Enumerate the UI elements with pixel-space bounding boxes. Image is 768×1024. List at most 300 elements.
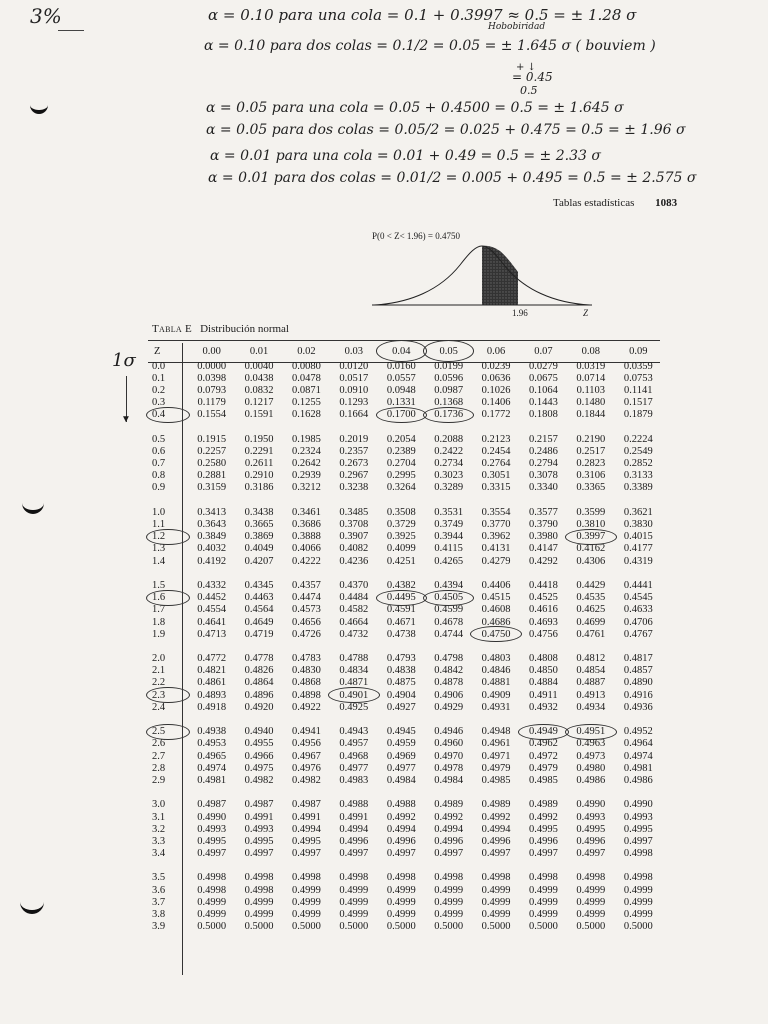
- probability-cell: 0.2088: [434, 433, 464, 445]
- probability-cell: 0.4744: [434, 628, 464, 640]
- probability-cell: 0.1591: [244, 409, 274, 421]
- table-row: [148, 433, 662, 445]
- probability-cell: 0.1664: [339, 409, 369, 421]
- table-row: [148, 835, 662, 847]
- table-row: [148, 689, 662, 701]
- probability-cell: 0.4406: [481, 579, 511, 591]
- probability-cell: 0.4959: [386, 738, 416, 750]
- probability-cell: 0.4207: [244, 555, 274, 567]
- probability-cell: 0.0753: [623, 372, 653, 384]
- probability-cell: 0.4838: [386, 665, 416, 677]
- probability-cell: 0.1808: [528, 409, 558, 421]
- probability-cell: 0.4515: [481, 592, 511, 604]
- probability-cell: 0.4982: [244, 774, 274, 786]
- column-header: 0.03: [344, 345, 364, 357]
- probability-cell: 0.4418: [528, 579, 558, 591]
- probability-cell: 0.3962: [481, 531, 511, 543]
- probability-cell: 0.4834: [339, 665, 369, 677]
- probability-cell: 0.4236: [339, 555, 369, 567]
- probability-cell: 0.4987: [197, 799, 227, 811]
- probability-cell: 0.4960: [434, 738, 464, 750]
- handwritten-subnote: Hobobiridad: [488, 22, 546, 32]
- section-title: Tablas estadísticas: [553, 197, 635, 209]
- z-value-cell: 1.1: [152, 519, 166, 531]
- probability-cell: 0.4932: [528, 701, 558, 713]
- probability-cell: 0.0120: [339, 360, 369, 372]
- handwritten-line: = 0.45: [512, 70, 553, 84]
- probability-cell: 0.4978: [434, 762, 464, 774]
- probability-cell: 0.3461: [292, 506, 321, 518]
- probability-cell: 0.4994: [434, 823, 464, 835]
- probability-cell: 0.0948: [386, 384, 416, 396]
- probability-cell: 0.4909: [481, 689, 511, 701]
- table-row: [148, 884, 662, 896]
- probability-cell: 0.4904: [386, 689, 416, 701]
- probability-cell: 0.4993: [244, 823, 274, 835]
- probability-cell: 0.4713: [197, 628, 227, 640]
- probability-cell: 0.3577: [528, 506, 558, 518]
- probability-cell: 0.3340: [528, 482, 558, 494]
- probability-cell: 0.4999: [623, 896, 653, 908]
- probability-cell: 0.4750: [481, 628, 511, 640]
- hand-circle-mark: [146, 724, 190, 740]
- table-row: [148, 921, 662, 933]
- z-value-cell: 2.0: [152, 653, 166, 665]
- hand-circle-mark: [518, 724, 569, 740]
- probability-cell: 0.4573: [292, 604, 321, 616]
- handwritten-line: α = 0.01 para una cola = 0.01 + 0.49 = 0.5 = ± 2.33 σ: [210, 148, 601, 164]
- probability-cell: 0.4996: [481, 835, 511, 847]
- probability-cell: 0.4990: [623, 799, 653, 811]
- probability-cell: 0.4162: [576, 543, 606, 555]
- probability-cell: 0.4441: [623, 579, 653, 591]
- probability-cell: 0.0279: [528, 360, 558, 372]
- probability-cell: 0.1217: [244, 397, 274, 409]
- hand-circle-mark: [423, 340, 474, 362]
- probability-cell: 0.0910: [339, 384, 369, 396]
- row-group-spacer: [148, 860, 662, 872]
- probability-cell: 0.3485: [339, 506, 369, 518]
- table-row: [148, 750, 662, 762]
- probability-cell: 0.4988: [339, 799, 369, 811]
- probability-cell: 0.4946: [434, 726, 464, 738]
- handwritten-line: α = 0.10 para una cola = 0.1 + 0.3997 ≈ 0.5 = ± 1.28 σ: [208, 6, 637, 24]
- probability-cell: 0.3315: [481, 482, 511, 494]
- probability-cell: 0.4664: [339, 616, 369, 628]
- probability-cell: 0.4962: [528, 738, 558, 750]
- punch-hole-mark: [20, 898, 44, 914]
- probability-cell: 0.4998: [434, 872, 464, 884]
- probability-cell: 0.4997: [197, 848, 227, 860]
- probability-cell: 0.2580: [197, 458, 227, 470]
- probability-cell: 0.4896: [244, 689, 274, 701]
- z-value-cell: 0.6: [152, 445, 166, 457]
- probability-cell: 0.1950: [244, 433, 274, 445]
- handwritten-line: α = 0.10 para dos colas = 0.1/2 = 0.05 = ± 1.645 σ ( bouviem ): [204, 38, 656, 54]
- probability-cell: 0.4463: [244, 592, 274, 604]
- probability-cell: 0.2794: [528, 458, 558, 470]
- probability-cell: 0.3944: [434, 531, 464, 543]
- z-value-cell: 1.0: [152, 506, 166, 518]
- table-row: [148, 896, 662, 908]
- probability-cell: 0.3708: [339, 519, 369, 531]
- probability-cell: 0.4976: [292, 762, 321, 774]
- probability-cell: 0.3770: [481, 519, 511, 531]
- probability-cell: 0.3599: [576, 506, 606, 518]
- probability-cell: 0.4706: [623, 616, 653, 628]
- probability-cell: 0.4996: [339, 835, 369, 847]
- probability-cell: 0.4649: [244, 616, 274, 628]
- probability-cell: 0.4999: [292, 896, 321, 908]
- row-group-spacer: [148, 787, 662, 799]
- probability-cell: 0.4868: [292, 677, 321, 689]
- probability-cell: 0.4999: [481, 896, 511, 908]
- probability-cell: 0.4898: [292, 689, 321, 701]
- probability-cell: 0.3830: [623, 519, 653, 531]
- probability-cell: 0.3438: [244, 506, 274, 518]
- curve-axis-label: Z: [583, 308, 589, 318]
- table-row: [148, 908, 662, 920]
- probability-cell: 0.4671: [386, 616, 416, 628]
- probability-cell: 0.0714: [576, 372, 606, 384]
- probability-cell: 0.4082: [339, 543, 369, 555]
- probability-cell: 0.3925: [386, 531, 416, 543]
- probability-cell: 0.3980: [528, 531, 558, 543]
- probability-cell: 0.1736: [434, 409, 464, 421]
- probability-cell: 0.4854: [576, 665, 606, 677]
- table-title-prefix: Tabla E: [152, 323, 193, 335]
- z-value-cell: 0.1: [152, 372, 166, 384]
- probability-cell: 0.0199: [434, 360, 464, 372]
- probability-cell: 0.5000: [481, 921, 511, 933]
- probability-cell: 0.4990: [576, 799, 606, 811]
- probability-cell: 0.4875: [386, 677, 416, 689]
- probability-cell: 0.4996: [576, 835, 606, 847]
- probability-cell: 0.1026: [481, 384, 511, 396]
- table-row: [148, 445, 662, 457]
- probability-cell: 0.2291: [244, 445, 274, 457]
- probability-cell: 0.1554: [197, 409, 227, 421]
- probability-cell: 0.3888: [292, 531, 321, 543]
- probability-cell: 0.4793: [386, 653, 416, 665]
- shaded-area: [482, 246, 518, 305]
- probability-cell: 0.4484: [339, 592, 369, 604]
- probability-cell: 0.4999: [197, 909, 227, 921]
- probability-cell: 0.3508: [386, 506, 416, 518]
- probability-cell: 0.3686: [292, 519, 321, 531]
- probability-cell: 0.1443: [528, 397, 558, 409]
- probability-cell: 0.4999: [197, 896, 227, 908]
- probability-cell: 0.4306: [576, 555, 606, 567]
- handwritten-line: 0.5: [520, 84, 538, 97]
- probability-cell: 0.4994: [481, 823, 511, 835]
- probability-cell: 0.4591: [386, 604, 416, 616]
- probability-cell: 0.4599: [434, 604, 464, 616]
- probability-cell: 0.4998: [528, 872, 558, 884]
- z-value-cell: 1.2: [152, 531, 166, 543]
- probability-cell: 0.4564: [244, 604, 274, 616]
- probability-cell: 0.0438: [244, 372, 274, 384]
- probability-cell: 0.4945: [386, 726, 416, 738]
- probability-cell: 0.4981: [197, 774, 227, 786]
- probability-cell: 0.4066: [292, 543, 321, 555]
- probability-cell: 0.4993: [623, 811, 653, 823]
- probability-cell: 0.4857: [623, 665, 653, 677]
- probability-cell: 0.4999: [386, 884, 416, 896]
- z-value-cell: 0.0: [152, 360, 166, 372]
- probability-cell: 0.4881: [481, 677, 511, 689]
- z-value-cell: 2.4: [152, 701, 166, 713]
- probability-cell: 0.2224: [623, 433, 653, 445]
- probability-cell: 0.4963: [576, 738, 606, 750]
- z-value-cell: 3.7: [152, 896, 166, 908]
- hand-circle-mark: [146, 590, 190, 606]
- probability-cell: 0.1480: [576, 397, 606, 409]
- z-value-cell: 3.6: [152, 884, 166, 896]
- curve-z-value: 1.96: [512, 308, 528, 318]
- hand-circle-mark: [423, 590, 474, 606]
- probability-cell: 0.4999: [339, 884, 369, 896]
- normal-distribution-table: [148, 342, 662, 933]
- probability-cell: 0.1517: [623, 397, 653, 409]
- probability-cell: 0.4995: [576, 823, 606, 835]
- probability-cell: 0.4778: [244, 653, 274, 665]
- probability-cell: 0.4955: [244, 738, 274, 750]
- probability-cell: 0.4738: [386, 628, 416, 640]
- table-row: [148, 811, 662, 823]
- probability-cell: 0.4992: [434, 811, 464, 823]
- probability-cell: 0.3133: [623, 470, 653, 482]
- probability-cell: 0.4015: [623, 531, 653, 543]
- probability-cell: 0.1915: [197, 433, 227, 445]
- probability-cell: 0.4999: [481, 884, 511, 896]
- probability-cell: 0.4920: [244, 701, 274, 713]
- probability-cell: 0.4998: [386, 872, 416, 884]
- table-row: [148, 848, 662, 860]
- table-row: [148, 372, 662, 384]
- probability-cell: 0.1700: [386, 409, 416, 421]
- z-value-cell: 2.3: [152, 689, 166, 701]
- probability-cell: 0.5000: [386, 921, 416, 933]
- probability-cell: 0.4979: [528, 762, 558, 774]
- probability-cell: 0.4977: [339, 762, 369, 774]
- probability-cell: 0.4032: [197, 543, 227, 555]
- probability-cell: 0.4989: [481, 799, 511, 811]
- probability-cell: 0.4994: [292, 823, 321, 835]
- probability-cell: 0.4656: [292, 616, 321, 628]
- probability-cell: 0.0359: [623, 360, 653, 372]
- probability-cell: 0.4911: [529, 689, 558, 701]
- probability-cell: 0.4846: [481, 665, 511, 677]
- probability-cell: 0.4995: [292, 835, 321, 847]
- probability-cell: 0.3389: [623, 482, 653, 494]
- probability-cell: 0.4999: [386, 909, 416, 921]
- probability-cell: 0.4998: [623, 872, 653, 884]
- probability-cell: 0.4999: [481, 909, 511, 921]
- probability-cell: 0.4998: [339, 872, 369, 884]
- probability-cell: 0.4049: [244, 543, 274, 555]
- probability-cell: 0.4370: [339, 579, 369, 591]
- probability-cell: 0.0596: [434, 372, 464, 384]
- hand-circle-mark: [565, 724, 616, 740]
- probability-cell: 0.2881: [197, 470, 227, 482]
- table-row: [148, 628, 662, 640]
- probability-cell: 0.4936: [623, 701, 653, 713]
- column-header: 0.04: [392, 345, 411, 357]
- z-value-cell: 2.5: [152, 726, 166, 738]
- z-value-cell: 2.7: [152, 750, 166, 762]
- probability-cell: 0.4861: [197, 677, 227, 689]
- probability-cell: 0.2734: [434, 458, 464, 470]
- probability-cell: 0.2673: [339, 458, 369, 470]
- column-header: 0.02: [297, 345, 316, 357]
- probability-cell: 0.4357: [292, 579, 321, 591]
- probability-cell: 0.4971: [481, 750, 511, 762]
- probability-cell: 0.4972: [528, 750, 558, 762]
- probability-cell: 0.2910: [244, 470, 274, 482]
- z-value-cell: 0.4: [152, 409, 166, 421]
- probability-cell: 0.3238: [339, 482, 369, 494]
- table-row: [148, 762, 662, 774]
- probability-cell: 0.4871: [339, 677, 369, 689]
- probability-cell: 0.0987: [434, 384, 464, 396]
- probability-cell: 0.4641: [197, 616, 227, 628]
- probability-cell: 0.4345: [244, 579, 274, 591]
- probability-cell: 0.4997: [386, 848, 416, 860]
- probability-cell: 0.4699: [576, 616, 606, 628]
- table-row: [148, 774, 662, 786]
- probability-cell: 0.4991: [292, 811, 321, 823]
- column-header: 0.07: [534, 345, 553, 357]
- probability-cell: 0.4984: [434, 774, 464, 786]
- punch-hole-mark: [22, 498, 44, 514]
- probability-cell: 0.5000: [292, 921, 321, 933]
- probability-cell: 0.4974: [623, 750, 653, 762]
- probability-cell: 0.4783: [292, 653, 321, 665]
- probability-cell: 0.4969: [386, 750, 416, 762]
- probability-cell: 0.2454: [481, 445, 511, 457]
- probability-cell: 0.3665: [244, 519, 274, 531]
- probability-cell: 0.2704: [386, 458, 416, 470]
- probability-cell: 0.3159: [197, 482, 227, 494]
- probability-cell: 0.4099: [386, 543, 416, 555]
- probability-cell: 0.4582: [339, 604, 369, 616]
- probability-cell: 0.1406: [481, 397, 511, 409]
- probability-cell: 0.4973: [576, 750, 606, 762]
- probability-cell: 0.4986: [623, 774, 653, 786]
- table-row: [148, 555, 662, 567]
- probability-cell: 0.0160: [386, 360, 416, 372]
- probability-cell: 0.0636: [481, 372, 511, 384]
- hand-circle-mark: [376, 407, 427, 423]
- probability-cell: 0.4997: [244, 848, 274, 860]
- probability-cell: 0.4941: [292, 726, 321, 738]
- probability-cell: 0.4948: [481, 726, 511, 738]
- z-value-cell: 1.8: [152, 616, 166, 628]
- probability-cell: 0.4916: [623, 689, 653, 701]
- probability-cell: 0.4686: [481, 616, 511, 628]
- probability-cell: 0.0557: [386, 372, 416, 384]
- probability-cell: 0.4999: [244, 896, 274, 908]
- probability-cell: 0.4693: [528, 616, 558, 628]
- table-row: [148, 506, 662, 518]
- probability-cell: 0.4952: [623, 726, 653, 738]
- probability-cell: 0.0517: [339, 372, 369, 384]
- probability-cell: 0.4850: [528, 665, 558, 677]
- probability-cell: 0.2611: [244, 458, 274, 470]
- probability-cell: 0.4993: [576, 811, 606, 823]
- probability-cell: 0.3869: [244, 531, 274, 543]
- probability-cell: 0.4726: [292, 628, 321, 640]
- probability-cell: 0.4985: [528, 774, 558, 786]
- handwritten-line: α = 0.01 para dos colas = 0.01/2 = 0.005 + 0.495 = 0.5 = ± 2.575 σ: [208, 170, 697, 186]
- probability-cell: 0.4999: [528, 896, 558, 908]
- probability-cell: 0.2517: [576, 445, 606, 457]
- probability-cell: 0.2764: [481, 458, 511, 470]
- probability-cell: 0.4988: [386, 799, 416, 811]
- probability-cell: 0.4808: [528, 653, 558, 665]
- probability-cell: 0.4992: [481, 811, 511, 823]
- z-value-cell: 2.8: [152, 762, 166, 774]
- table-title-text: Distribución normal: [200, 323, 289, 335]
- handwritten-line: + ↓: [516, 62, 536, 73]
- probability-cell: 0.1179: [197, 397, 226, 409]
- probability-cell: 0.4977: [386, 762, 416, 774]
- probability-cell: 0.2642: [292, 458, 321, 470]
- row-group-spacer: [148, 567, 662, 579]
- probability-cell: 0.1141: [624, 384, 653, 396]
- probability-cell: 0.4999: [623, 909, 653, 921]
- probability-cell: 0.4131: [481, 543, 511, 555]
- probability-cell: 0.3849: [197, 531, 227, 543]
- probability-cell: 0.5000: [623, 921, 653, 933]
- probability-cell: 0.4999: [576, 884, 606, 896]
- probability-cell: 0.4625: [576, 604, 606, 616]
- probability-cell: 0.1368: [434, 397, 464, 409]
- probability-cell: 0.0793: [197, 384, 227, 396]
- probability-cell: 0.4987: [292, 799, 321, 811]
- handwritten-line: α = 0.05 para dos colas = 0.05/2 = 0.025 + 0.475 = 0.5 = ± 1.96 σ: [206, 122, 686, 138]
- probability-cell: 0.4970: [434, 750, 464, 762]
- probability-cell: 0.1293: [339, 397, 369, 409]
- probability-cell: 0.4998: [623, 848, 653, 860]
- probability-cell: 0.5000: [528, 921, 558, 933]
- probability-cell: 0.4949: [528, 726, 558, 738]
- handwritten-line: α = 0.05 para una cola = 0.05 + 0.4500 = 0.5 = ± 1.645 σ: [206, 100, 624, 116]
- probability-cell: 0.4999: [434, 884, 464, 896]
- probability-cell: 0.0080: [292, 360, 321, 372]
- probability-cell: 0.4996: [386, 835, 416, 847]
- z-value-cell: 0.9: [152, 482, 166, 494]
- probability-cell: 0.4957: [339, 738, 369, 750]
- probability-cell: 0.4922: [292, 701, 321, 713]
- table-row: [148, 799, 662, 811]
- probability-cell: 0.4999: [339, 909, 369, 921]
- probability-cell: 0.4953: [197, 738, 227, 750]
- probability-cell: 0.4940: [244, 726, 274, 738]
- z-value-cell: 1.5: [152, 579, 166, 591]
- probability-cell: 0.4985: [481, 774, 511, 786]
- curve-label: P(0 < Z< 1.96) = 0.4750: [372, 231, 460, 241]
- probability-cell: 0.4798: [434, 653, 464, 665]
- probability-cell: 0.4878: [434, 677, 464, 689]
- probability-cell: 0.4996: [434, 835, 464, 847]
- probability-cell: 0.3365: [576, 482, 606, 494]
- probability-cell: 0.4998: [197, 884, 227, 896]
- z-value-cell: 3.8: [152, 909, 166, 921]
- probability-cell: 0.4222: [292, 555, 321, 567]
- probability-cell: 0.3289: [434, 482, 464, 494]
